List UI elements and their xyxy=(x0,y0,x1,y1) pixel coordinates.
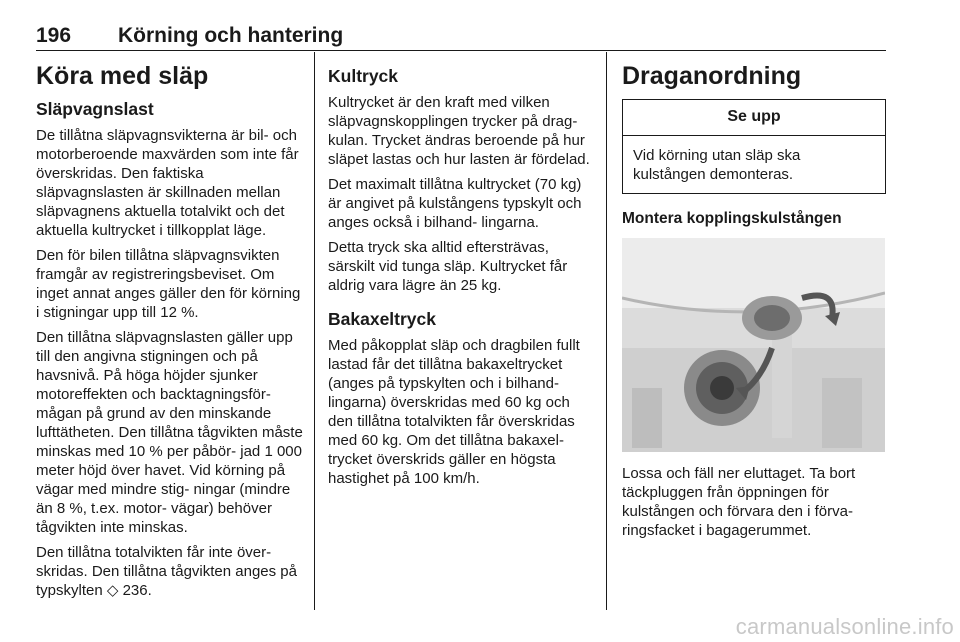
page-reference-link[interactable]: 236. xyxy=(122,582,152,599)
paragraph: Den tillåtna släpvagnslasten gäller upp till den angivna stigningen och på havsnivå. På höga höjder sjunker motoreffekten och backtagningsför- mågan på grund av den minskande lufttätheten. Den tillåtna tågvikten måste minskas med 10 % per påbör- jad 1 000 meter höjd över havet. Vid körning på vägar med mindre stig- ningar (mindre än 8 %, t.ex. motor- vägar) behöver tågvikten inte minskas. xyxy=(36,329,303,536)
page-header xyxy=(36,14,886,51)
tow-bar-socket-photo xyxy=(622,238,885,452)
column-middle xyxy=(328,52,594,494)
section-heading-tow-bar: Draganordning xyxy=(622,62,802,90)
subheading-bakaxeltryck: Bakaxeltryck xyxy=(328,309,436,329)
page-number: 196 xyxy=(36,24,72,47)
paragraph-with-reference xyxy=(36,543,304,600)
paragraph: Med påkopplat släp och dragbilen fullt lastad får det tillåtna bakaxeltrycket (anges på typskylten och i bilhand- lingarna) överskridas med 60 kg och den tillåtna totalvikten får överskridas med 60 kg. Om det tillåtna bakaxel- trycket överskrids gäller en högsta hastighet på 100 km/h. xyxy=(328,337,580,487)
paragraph: Det maximalt tillåtna kultrycket (70 kg) är angivet på kulstångens typskylt och anges också i bilhand- lingarna. xyxy=(328,176,582,231)
subheading-mount-ball: Montera kopplingskulstången xyxy=(622,210,842,227)
page-reference-icon: ◇ xyxy=(106,582,119,599)
subheading-trailer-load: Släpvagnslast xyxy=(36,99,154,119)
image-caption: Lossa och fäll ner eluttaget. Ta bort täckpluggen från öppningen för kulstången och förvara den i förva- ringsfacket i bagagerummet. xyxy=(622,465,856,539)
column-left xyxy=(36,52,304,606)
watermark: carmanualsonline.info xyxy=(735,614,954,639)
column-right xyxy=(622,52,886,546)
caution-box xyxy=(622,99,886,194)
paragraph-text: Den tillåtna totalvikten får inte över- skridas. Den tillåtna tågvikten anges på typskylten xyxy=(36,544,297,599)
paragraph: Den för bilen tillåtna släpvagnsvikten framgår av registreringsbeviset. Om inget annat anges gäller den för körning i stigningar upp till 12 %. xyxy=(36,247,301,321)
section-heading-towing: Köra med släp xyxy=(36,62,209,90)
paragraph: De tillåtna släpvagnsvikterna är bil- och motorberoende maxvärden som inte får överskridas. Den faktiska släpvagnslasten är skillnaden mellan släpvagnens aktuella totalvikt och det aktuella kultrycket i tillkopplat läge. xyxy=(36,127,299,239)
column-divider-2 xyxy=(606,52,607,610)
caution-title: Se upp xyxy=(623,100,885,136)
caution-text: Vid körning utan släp ska kulstången demonteras. xyxy=(633,147,801,183)
paragraph: Detta tryck ska alltid eftersträvas, särskilt vid tunga släp. Kultrycket får aldrig vara lägre än 25 kg. xyxy=(328,239,568,294)
paragraph: Kultrycket är den kraft med vilken släpvagnskopplingen trycker på drag- kulan. Trycket ändras beroende på hur släpet lastas och hur lasten är fördelad. xyxy=(328,94,590,168)
subheading-kultryck: Kultryck xyxy=(328,66,399,86)
chapter-title: Körning och hantering xyxy=(118,24,344,47)
column-divider-1 xyxy=(314,52,315,610)
